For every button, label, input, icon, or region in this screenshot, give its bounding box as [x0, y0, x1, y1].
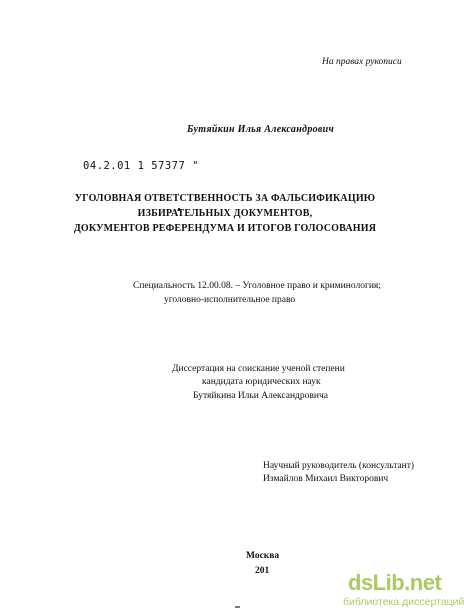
supervisor-label: Научный руководитель (консультант)	[263, 461, 415, 471]
year: 201	[255, 566, 270, 576]
dissertation-line-3: Бутяйкина Ильи Александровича	[193, 391, 328, 401]
supervisor-name: Измайлов Михаил Викторович	[263, 474, 389, 484]
specialty-line-1: Специальность 12.00.08. – Уголовное право и криминология;	[133, 281, 381, 291]
dissertation-line-1: Диссертация на соискание ученой степени	[172, 364, 345, 374]
title-line-3: ДОКУМЕНТОВ РЕФЕРЕНДУМА И ИТОГОВ ГОЛОСОВАНИЯ	[73, 223, 377, 234]
watermark-logo: dsLib.net	[348, 570, 442, 595]
scan-speck	[235, 606, 240, 608]
registration-code: 04.2.01 1 57377 "	[83, 160, 199, 172]
rights-note: На правах рукописи	[322, 57, 402, 67]
dissertation-line-2: кандидата юридических наук	[202, 377, 321, 387]
author-name: Бутяйкин Илья Александрович	[187, 124, 335, 135]
city: Москва	[246, 551, 280, 561]
title-line-2: ИЗБИРАТЕЛЬНЫХ ДОКУМЕНТОВ,	[137, 208, 313, 219]
specialty-line-2: уголовно-исполнительное право	[164, 295, 296, 305]
title-line-1: УГОЛОВНАЯ ОТВЕТСТВЕННОСТЬ ЗА ФАЛЬСИФИКАЦИЮ	[74, 193, 376, 204]
watermark-subtitle: библиотека диссертаций	[343, 596, 464, 608]
